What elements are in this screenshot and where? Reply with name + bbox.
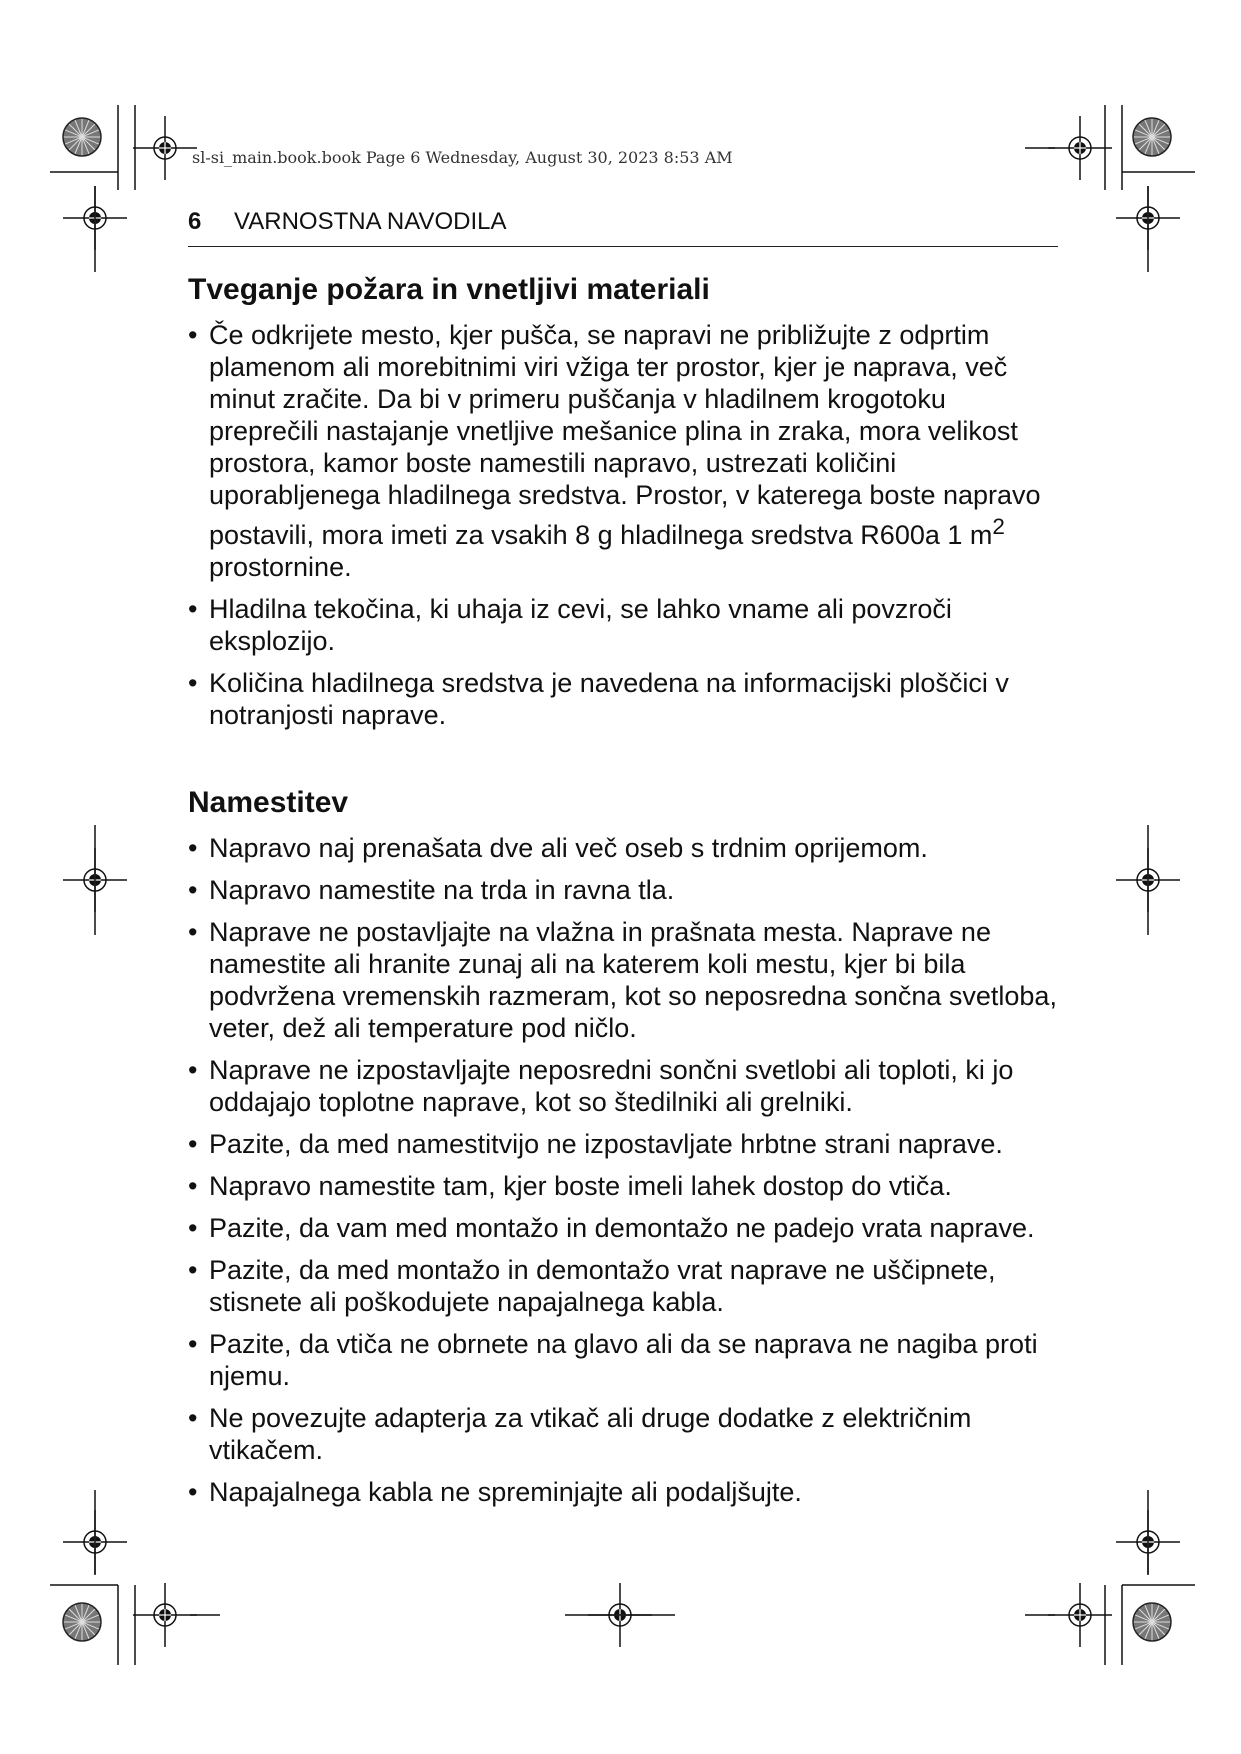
bullet-glyph: • [188,1171,198,1201]
bullet-glyph: • [188,668,198,698]
list-item: • Napravo namestite tam, kjer boste imeli lahek dostop do vtiča. [188,1171,952,1201]
list-item: • Če odkrijete mesto, kjer pušča, se napravi ne približujte z odprtim plamenom ali morebitnimi viri vžiga ter prostor, kjer je naprava, več minut zračite. Da bi v primeru puščanja v hladilnem krogotoku preprečili nastajanje vnetljive mešanice plina in zraka, mora velikost prostora, kamor boste namestili napravo, ustrezati količini uporabljenega hladilnega sredstva. Prostor, v katerega boste napravo postavili, mora imeti za vsakih 8 g hladilnega sredstva R600a 1 $m^2$ prostornine. [188,320,1041,582]
fire-risk-list [188,319,1058,731]
page-content [188,270,1058,1508]
list-item: • Ne povezujte adapterja za vtikač ali druge dodatke z električnim vtikačem. [188,1403,972,1465]
bullet-glyph: • [188,1255,198,1285]
list-item: • Pazite, da med namestitvijo ne izpostavljate hrbtne strani naprave. [188,1129,1003,1159]
bullet-glyph: • [188,1129,198,1159]
page-number: 6 [188,208,202,235]
list-item: • Pazite, da vam med montažo in demontažo ne padejo vrata naprave. [188,1213,1035,1243]
list-item: • Naprave ne izpostavljajte neposredni sončni svetlobi ali toploti, ki jo oddajajo toplotne naprave, kot so štedilniki ali grelniki. [188,1055,1014,1117]
list-item: • Naprave ne postavljajte na vlažna in prašnata mesta. Naprave ne namestite ali hranite zunaj ali na katerem koli mestu, kjer bi bila podvržena vremenskih razmeram, kot so neposredna sončna svetloba, veter, dež ali temperature pod ničlo. [188,917,1057,1043]
list-item: • Pazite, da med montažo in demontažo vrat naprave ne uščipnete, stisnete ali poškodujete napajalnega kabla. [188,1255,996,1317]
bullet-glyph: • [188,875,198,905]
list-item: • Napravo naj prenašata dve ali več oseb s trdnim oprijemom. [188,833,928,863]
running-header [188,208,1058,247]
bullet-glyph: • [188,1329,198,1359]
heading-installation: Namestitev [188,786,349,819]
superscript: 2 [992,514,1005,539]
installation-list [188,832,1058,1508]
list-item: • Hladilna tekočina, ki uhaja iz cevi, se lahko vname ali povzroči eksplozijo. [188,594,952,656]
bullet-glyph: • [188,833,198,863]
list-item: • Napajalnega kabla ne spreminjajte ali podaljšujte. [188,1477,802,1507]
heading-fire-risk: Tveganje požara in vnetljivi materiali [188,273,710,306]
list-item: • Količina hladilnega sredstva je navedena na informacijski ploščici v notranjosti naprave. [188,668,1009,730]
bullet-glyph: • [188,1477,198,1507]
bullet-glyph: • [188,320,198,350]
bullet-glyph: • [188,1403,198,1433]
print-slug-line: sl-si_main.book.book Page 6 Wednesday, August 30, 2023 8:53 AM [192,148,733,167]
list-item: • Pazite, da vtiča ne obrnete na glavo ali da se naprava ne nagiba proti njemu. [188,1329,1038,1391]
bullet-glyph: • [188,1055,198,1085]
section-title: VARNOSTNA NAVODILA [234,208,507,235]
list-item: • Napravo namestite na trda in ravna tla. [188,875,675,905]
bullet-glyph: • [188,1213,198,1243]
bullet-glyph: • [188,917,198,947]
bullet-glyph: • [188,594,198,624]
